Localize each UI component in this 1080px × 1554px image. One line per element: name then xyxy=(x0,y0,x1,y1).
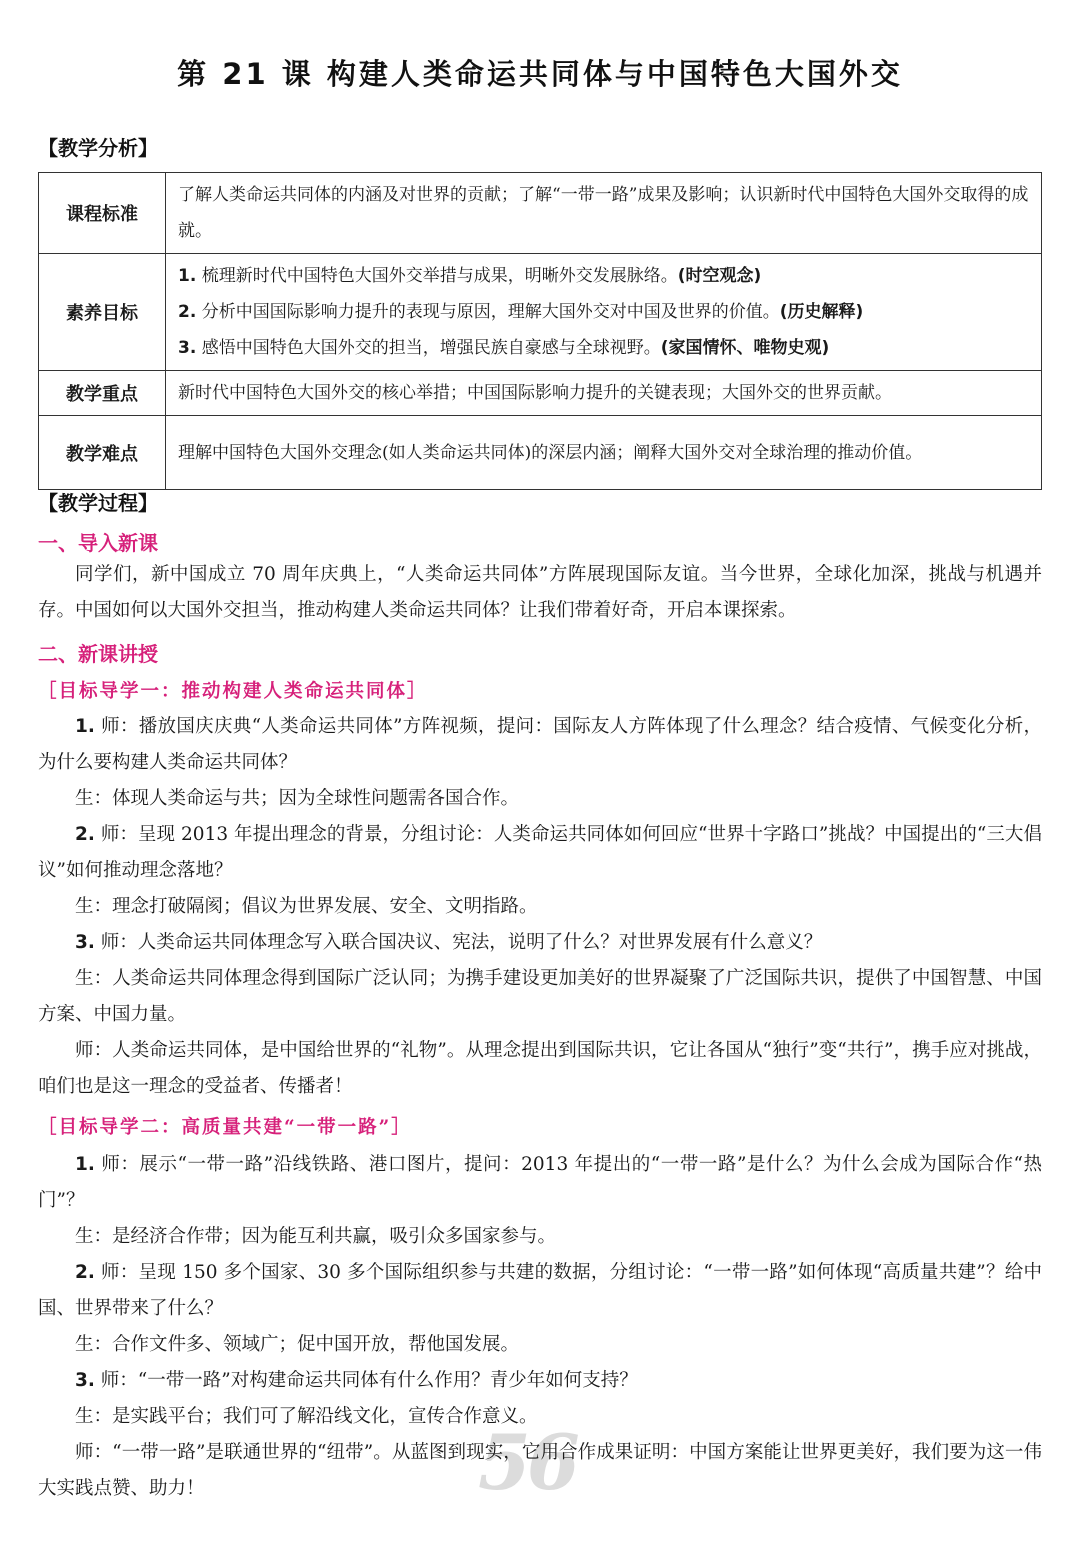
intro-paragraph: 同学们，新中国成立 70 周年庆典上，“人类命运共同体”方阵展现国际友谊。当今世界，全球化加深，挑战与机遇并存。中国如何以大国外交担当，推动构建人类命运共同体？让我们带着好奇，开启本课探索。 xyxy=(38,564,1042,621)
row-value xyxy=(166,254,1042,371)
row-label: 课程标准 xyxy=(39,173,166,254)
paragraph: 生：体现人类命运与共；因为全球性问题需各国合作。 xyxy=(75,788,520,809)
table-row xyxy=(39,254,1042,371)
row-value: 了解人类命运共同体的内涵及对世界的贡献；了解“一带一路”成果及影响；认识新时代中国特色大国外交取得的成就。 xyxy=(166,173,1042,254)
paragraph: 生：是实践平台；我们可了解沿线文化，宣传合作意义。 xyxy=(75,1406,538,1427)
row-label: 素养目标 xyxy=(39,254,166,371)
paragraph: 师：“一带一路”是联通世界的“纽带”。从蓝图到现实，它用合作成果证明：中国方案能让世界更美好，我们要为这一伟大实践点赞、助力！ xyxy=(38,1442,1042,1499)
paragraph: 1. 师：播放国庆庆典“人类命运共同体”方阵视频，提问：国际友人方阵体现了什么理念？结合疫情、气候变化分析，为什么要构建人类命运共同体？ xyxy=(38,716,1043,773)
row-label: 教学重点 xyxy=(39,371,166,416)
teaching-analysis-heading: 【教学分析】 xyxy=(38,136,158,160)
row-value: 新时代中国特色大国外交的核心举措；中国国际影响力提升的关键表现；大国外交的世界贡献。 xyxy=(166,371,1042,416)
paragraph: 生：理念打破隔阂；倡议为世界发展、安全、文明指路。 xyxy=(75,896,538,917)
table-row xyxy=(39,173,1042,254)
table-row xyxy=(39,416,1042,490)
paragraph: 1. 师：展示“一带一路”沿线铁路、港口图片，提问：2013 年提出的“一带一路”是什么？为什么会成为国际合作“热门”？ xyxy=(38,1154,1042,1211)
analysis-table xyxy=(38,172,1042,490)
paragraph: 师：人类命运共同体，是中国给世界的“礼物”。从理念提出到国际共识，它让各国从“独行”变“共行”，携手应对挑战，咱们也是这一理念的受益者、传播者！ xyxy=(38,1040,1042,1097)
row-value: 理解中国特色大国外交理念(如人类命运共同体)的深层内涵；阐释大国外交对全球治理的推动价值。 xyxy=(166,416,1042,490)
paragraph: 2. 师：呈现 2013 年提出理念的背景，分组讨论：人类命运共同体如何回应“世界十字路口”挑战？中国提出的“三大倡议”如何推动理念落地？ xyxy=(38,824,1042,881)
paragraph: 生：人类命运共同体理念得到国际广泛认同；为携手建设更加美好的世界凝聚了广泛国际共识，提供了中国智慧、中国方案、中国力量。 xyxy=(38,968,1042,1025)
goal-item: 1. 梳理新时代中国特色大国外交举措与成果，明晰外交发展脉络。(时空观念) xyxy=(178,266,762,286)
row-label: 教学难点 xyxy=(39,416,166,490)
page-number: 56 xyxy=(478,1418,576,1507)
goal-two-title: ［目标导学二：高质量共建“一带一路”］ xyxy=(38,1117,412,1138)
paragraph: 2. 师：呈现 150 多个国家、30 多个国际组织参与共建的数据，分组讨论：“一带一路”如何体现“高质量共建”？给中国、世界带来了什么？ xyxy=(38,1262,1042,1319)
paragraph: 生：合作文件多、领域广；促中国开放，帮他国发展。 xyxy=(75,1334,520,1355)
intro-heading: 一、导入新课 xyxy=(38,531,158,555)
goal-one-title: ［目标导学一：推动构建人类命运共同体］ xyxy=(38,681,428,702)
page-title: 第 21 课 构建人类命运共同体与中国特色大国外交 xyxy=(177,57,903,91)
new-lesson-heading: 二、新课讲授 xyxy=(38,642,158,666)
paragraph: 3. 师：人类命运共同体理念写入联合国决议、宪法，说明了什么？对世界发展有什么意义？ xyxy=(75,932,823,953)
paragraph: 3. 师：“一带一路”对构建命运共同体有什么作用？青少年如何支持？ xyxy=(75,1370,638,1391)
table-row xyxy=(39,371,1042,416)
goal-item: 2. 分析中国国际影响力提升的表现与原因，理解大国外交对中国及世界的价值。(历史解释) xyxy=(178,302,864,322)
goal-item: 3. 感悟中国特色大国外交的担当，增强民族自豪感与全球视野。(家国情怀、唯物史观) xyxy=(178,338,830,358)
paragraph: 生：是经济合作带；因为能互利共赢，吸引众多国家参与。 xyxy=(75,1226,557,1247)
teaching-process-heading: 【教学过程】 xyxy=(38,491,158,515)
